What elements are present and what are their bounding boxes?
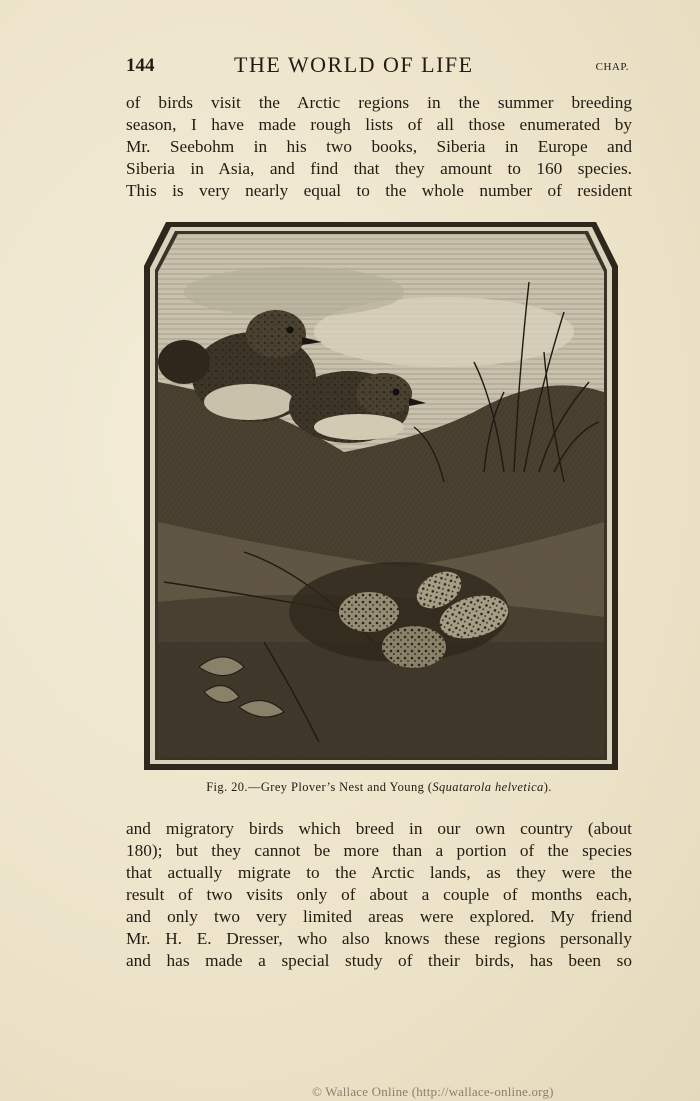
- text-line: Mr. H. E. Dresser, who also knows these regions personally: [126, 929, 632, 948]
- caption-species: Squatarola helvetica: [432, 780, 544, 794]
- text-line: Mr. Seebohm in his two books, Siberia in Europe and: [126, 137, 632, 156]
- text-line: and has made a special study of their birds, has been so: [126, 951, 632, 970]
- text-line: that actually migrate to the Arctic lands, as they were the: [126, 863, 632, 882]
- text-line: and only two very limited areas were explored. My friend: [126, 907, 632, 926]
- text-line: season, I have made rough lists of all those enumerated by: [126, 115, 632, 134]
- paragraph-bottom: [126, 818, 632, 972]
- engraving-figure: [144, 222, 618, 770]
- text-line: of birds visit the Arctic regions in the summer breeding: [126, 93, 632, 112]
- figure-caption: [126, 780, 632, 795]
- caption-label: Fig. 20.: [206, 780, 248, 794]
- page-number: 144: [126, 55, 155, 76]
- text-line: result of two visits only of about a couple of months each,: [126, 885, 632, 904]
- running-head: THE WORLD OF LIFE: [234, 52, 474, 77]
- caption-end: ).: [543, 780, 552, 794]
- text-line: 180); but they cannot be more than a portion of the species: [126, 841, 632, 860]
- text-line: and migratory birds which breed in our own country (about: [126, 819, 632, 838]
- copyright-footer: © Wallace Online (http://wallace-online.org): [312, 1084, 554, 1099]
- text-line: This is very nearly equal to the whole number of resident: [126, 181, 632, 200]
- chapter-label: CHAP.: [595, 61, 629, 73]
- page-header: [126, 52, 631, 82]
- engraving-illustration: [158, 234, 604, 757]
- caption-text: —Grey Plover’s Nest and Young (: [247, 780, 433, 794]
- paragraph-top: [126, 92, 632, 202]
- plover-egg: [339, 592, 399, 632]
- text-line: Siberia in Asia, and find that they amount to 160 species.: [126, 159, 632, 178]
- plover-egg: [382, 626, 446, 668]
